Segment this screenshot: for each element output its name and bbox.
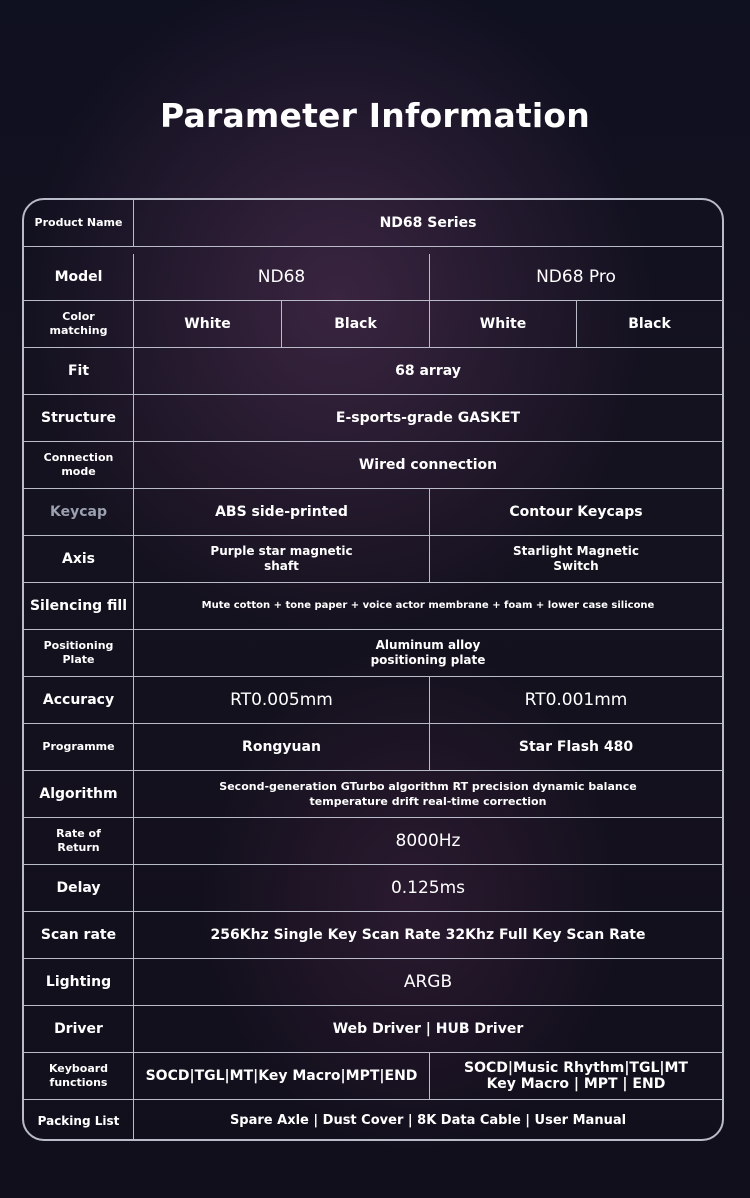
page-title: Parameter Information (160, 96, 590, 135)
label-fit: Fit (24, 348, 134, 394)
row-silencing (24, 583, 722, 630)
label-model: Model (24, 254, 134, 300)
value-accuracy-nd68: RT0.005mm (134, 677, 430, 723)
value-structure: E-sports-grade GASKET (335, 410, 521, 426)
row-model (24, 254, 722, 301)
row-connection (24, 442, 722, 489)
row-packing (24, 1100, 722, 1141)
value-return-rate: 8000Hz (395, 831, 461, 851)
row-keycap (24, 489, 722, 536)
value-programme-nd68-pro: Star Flash 480 (518, 739, 634, 755)
label-programme: Programme (24, 724, 134, 770)
label-driver: Driver (24, 1006, 134, 1052)
value-model-nd68: ND68 (134, 254, 430, 300)
label-lighting: Lighting (24, 959, 134, 1005)
value-scan-rate: 256Khz Single Key Scan Rate 32Khz Full Key Scan Rate (210, 927, 646, 943)
label-color: Color matching (24, 301, 134, 347)
value-model-nd68-pro: ND68 Pro (536, 267, 616, 287)
value-product-name: ND68 Series (379, 215, 477, 231)
row-fit (24, 348, 722, 395)
row-delay (24, 865, 722, 912)
value-algorithm: Second-generation GTurbo algorithm RT precision dynamic balance temperature drift real-time correction (219, 780, 637, 808)
label-return-rate: Rate of Return (24, 818, 134, 864)
value-lighting: ARGB (403, 972, 453, 992)
row-scan-rate (24, 912, 722, 959)
label-scan-rate: Scan rate (24, 912, 134, 958)
value-functions-nd68-pro: SOCD|Music Rhythm|TGL|MT Key Macro | MPT | END (464, 1060, 688, 1092)
label-algorithm: Algorithm (24, 771, 134, 817)
row-return-rate (24, 818, 722, 865)
value-delay: 0.125ms (390, 878, 466, 898)
label-packing: Packing List (24, 1100, 134, 1141)
label-axis: Axis (24, 536, 134, 582)
label-product-name: Product Name (24, 200, 134, 246)
label-connection: Connection mode (24, 442, 134, 488)
row-functions (24, 1053, 722, 1100)
row-driver (24, 1006, 722, 1053)
row-lighting (24, 959, 722, 1006)
row-programme (24, 724, 722, 771)
row-plate (24, 630, 722, 677)
row-axis (24, 536, 722, 583)
value-color-4: Black (628, 316, 671, 332)
label-delay: Delay (24, 865, 134, 911)
row-accuracy (24, 677, 722, 724)
row-algorithm (24, 771, 722, 818)
value-driver: Web Driver | HUB Driver (332, 1021, 524, 1037)
value-color-3: White (430, 301, 577, 347)
spec-table (22, 198, 724, 1141)
label-accuracy: Accuracy (24, 677, 134, 723)
label-plate: Positioning Plate (24, 630, 134, 676)
value-programme-nd68: Rongyuan (134, 724, 430, 770)
value-color-1: White (134, 301, 282, 347)
label-functions: Keyboard functions (24, 1053, 134, 1099)
value-packing: Spare Axle | Dust Cover | 8K Data Cable | User Manual (229, 1112, 627, 1128)
value-accuracy-nd68-pro: RT0.001mm (524, 690, 628, 710)
label-silencing: Silencing fill (24, 583, 134, 629)
label-structure: Structure (24, 395, 134, 441)
value-functions-nd68: SOCD|TGL|MT|Key Macro|MPT|END (134, 1053, 430, 1099)
row-structure (24, 395, 722, 442)
value-connection: Wired connection (358, 457, 498, 473)
label-keycap: Keycap (24, 489, 134, 535)
value-axis-nd68: Purple star magnetic shaft (134, 536, 430, 582)
row-product-name (24, 200, 722, 247)
value-plate: Aluminum alloy positioning plate (370, 638, 486, 667)
value-keycap-nd68-pro: Contour Keycaps (509, 504, 643, 520)
value-fit: 68 array (395, 363, 461, 379)
value-silencing: Mute cotton + tone paper + voice actor membrane + foam + lower case silicone (201, 600, 655, 611)
value-color-2: Black (282, 301, 430, 347)
row-color (24, 301, 722, 348)
value-axis-nd68-pro: Starlight Magnetic Switch (513, 544, 639, 573)
value-keycap-nd68: ABS side-printed (134, 489, 430, 535)
